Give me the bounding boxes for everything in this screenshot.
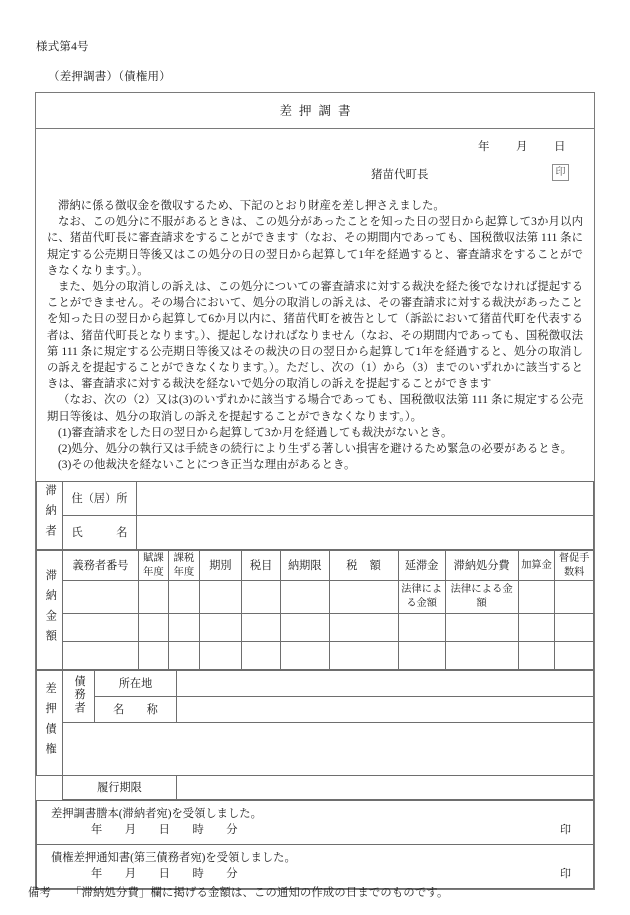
receipt-day-1: 日 — [158, 824, 171, 837]
cell-tax-year[interactable] — [169, 581, 199, 614]
receipt-month-1: 月 — [124, 824, 137, 837]
table-row — [37, 776, 594, 800]
cell-due-date[interactable] — [280, 614, 329, 642]
table-header-row — [37, 551, 594, 581]
footnote — [28, 884, 449, 900]
list-item-3: (3)その他裁決を経ないことにつき正当な理由があるとき。 — [58, 459, 356, 472]
cell-due-date[interactable] — [280, 581, 329, 614]
cell-levy-year[interactable] — [138, 581, 168, 614]
deadline-label: 履行期限 — [63, 776, 177, 800]
paragraph-1: 滞納に係る徴収金を徴収するため、下記のとおり財産を差し押さえました。 — [58, 200, 445, 212]
paragraph-4: （なお、次の（2）又は(3)のいずれかに該当する場合であっても、国税徴収法第 111 条に規定する公売期日等後は、処分の取消しの訴えを提起することができなくなります。）。 — [47, 394, 583, 423]
seal-icon: 印 — [552, 164, 569, 181]
debtor-name-value[interactable] — [177, 697, 594, 723]
cell-surcharge[interactable] — [518, 581, 555, 614]
list-item-2: (2)処分、処分の執行又は手続きの続行により生ずる著しい損害を避けるため緊急の必要があるとき。 — [58, 443, 573, 456]
receipt-day-2: 日 — [158, 868, 171, 881]
date-line — [36, 138, 594, 154]
list-item-1: (1)審査請求をした日の翌日から起算して3か月を経過しても裁決がないとき。 — [58, 426, 453, 439]
receipt-year-1: 年 — [91, 824, 103, 837]
claim-side-label — [37, 671, 63, 776]
receipt-seal-2: 印 — [560, 868, 571, 881]
cell-period[interactable] — [199, 614, 242, 642]
cell-disposal-cost[interactable] — [445, 614, 518, 642]
cell-demand-fee[interactable] — [555, 642, 594, 670]
cell-tax-item[interactable] — [242, 581, 281, 614]
cell-period[interactable] — [199, 581, 242, 614]
table-row — [37, 801, 594, 845]
amount-table — [36, 550, 594, 670]
cell-due-date[interactable] — [280, 642, 329, 670]
cell-tax-year[interactable] — [169, 642, 199, 670]
amount-side-label — [37, 551, 63, 670]
cell-tax-amount[interactable] — [329, 642, 398, 670]
debtor-name-label: 名 称 — [95, 697, 177, 723]
cell-levy-year[interactable] — [138, 642, 168, 670]
day-label: 日 — [554, 141, 566, 153]
header-arrears: 延滞金 — [398, 551, 445, 581]
body-text — [36, 188, 594, 481]
cell-tax-year[interactable] — [169, 614, 199, 642]
receipt-datetime-2[interactable] — [49, 866, 585, 882]
receipt-minute-1: 分 — [226, 824, 239, 837]
delinquent-side-label-text: 滞納者 — [44, 484, 57, 546]
claim-table — [36, 670, 594, 800]
header-tax-year: 課税年度 — [169, 551, 199, 581]
cell-demand-fee[interactable] — [555, 614, 594, 642]
debtor-address-value[interactable] — [177, 671, 594, 697]
cell-arrears[interactable] — [398, 614, 445, 642]
cell-disposal-cost[interactable] — [445, 642, 518, 670]
header-levy-year: 賦課年度 — [138, 551, 168, 581]
table-row — [37, 516, 594, 550]
cell-surcharge[interactable] — [518, 642, 555, 670]
deadline-spacer — [37, 776, 63, 800]
cell-tax-amount[interactable] — [329, 581, 398, 614]
header-period: 期別 — [199, 551, 242, 581]
receipt-hour-1: 時 — [192, 824, 205, 837]
footnote-text: 「滞納処分費」欄に掲げる金額は、この通知の作成の日までのものです。 — [70, 887, 449, 899]
cell-tax-item[interactable] — [242, 614, 281, 642]
issuer-name: 猪苗代町長 — [371, 169, 429, 181]
header-tax-item: 税目 — [242, 551, 281, 581]
table-row — [37, 642, 594, 670]
cell-period[interactable] — [199, 642, 242, 670]
cell-tax-item[interactable] — [242, 642, 281, 670]
header-obligor-no: 義務者番号 — [63, 551, 138, 581]
table-row — [37, 723, 594, 776]
receipt-datetime-1[interactable] — [49, 822, 585, 838]
year-label: 年 — [478, 141, 490, 153]
receipt-minute-2: 分 — [226, 868, 239, 881]
header-demand-fee: 督促手数料 — [555, 551, 594, 581]
debtor-label-text: 債務者 — [73, 674, 86, 715]
table-row — [37, 614, 594, 642]
cell-arrears[interactable]: 法律による金額 — [398, 581, 445, 614]
month-label: 月 — [516, 141, 528, 153]
cell-obligor-no[interactable] — [63, 581, 138, 614]
delinquent-table — [36, 481, 594, 550]
name-value[interactable] — [137, 516, 594, 550]
header-due-date: 納期限 — [280, 551, 329, 581]
date-header-block — [36, 129, 594, 188]
receipt-table — [36, 800, 594, 889]
issuer-line — [36, 166, 594, 186]
header-disposal-cost: 滞納処分費 — [445, 551, 518, 581]
footnote-label: 備考 — [28, 887, 51, 899]
address-value[interactable] — [137, 482, 594, 516]
cell-arrears[interactable] — [398, 642, 445, 670]
claim-detail-value[interactable] — [63, 723, 594, 776]
header-tax-amount: 税 額 — [329, 551, 398, 581]
table-row — [37, 581, 594, 614]
delinquent-side-label — [37, 482, 63, 550]
header-surcharge: 加算金 — [518, 551, 555, 581]
receipt-hour-2: 時 — [192, 868, 205, 881]
debtor-address-label: 所在地 — [95, 671, 177, 697]
amount-side-label-text: 滞納金額 — [44, 568, 57, 650]
receipt-year-2: 年 — [91, 868, 103, 881]
table-row — [37, 671, 594, 697]
cell-obligor-no[interactable] — [63, 642, 138, 670]
cell-levy-year[interactable] — [138, 614, 168, 642]
form-number: 様式第4号 — [36, 41, 89, 53]
table-row — [37, 482, 594, 516]
claim-side-label-text: 差押債権 — [44, 681, 57, 763]
debtor-label — [63, 671, 95, 723]
document-title: 差押調書 — [36, 93, 594, 129]
paragraph-2: なお、この処分に不服があるときは、この処分があったことを知った日の翌日から起算して3か月以内に、猪苗代町長に審査請求をすることができます（なお、その期間内であっても、国税徴収法第 111 条に規定する公売期日等後又はこの処分の日の翌日から起算して1年を経過すると、審査請求をすることができなくなります。）。 — [47, 216, 583, 277]
name-label: 氏 名 — [63, 516, 137, 550]
table-row — [37, 845, 594, 889]
receipt-month-2: 月 — [124, 868, 137, 881]
cell-demand-fee[interactable] — [555, 581, 594, 614]
receipt-text-1: 差押調書謄本(滞納者宛)を受領しました。 — [51, 808, 262, 821]
table-row — [37, 697, 594, 723]
cell-tax-amount[interactable] — [329, 614, 398, 642]
document-frame — [35, 92, 595, 890]
cell-obligor-no[interactable] — [63, 614, 138, 642]
deadline-value[interactable] — [177, 776, 594, 800]
form-subtitle: （差押調書）（債権用） — [48, 71, 171, 83]
receipt-text-2: 債権差押通知書(第三債務者宛)を受領しました。 — [51, 852, 296, 865]
receipt-block-2 — [37, 845, 593, 888]
paragraph-3: また、処分の取消しの訴えは、この処分についての審査請求に対する裁決を経た後でなければ提起することができません。その場合において、処分の取消しの訴えは、その審査請求に対する裁決があったことを知った日の翌日から起算して6か月以内に、猪苗代町を被告として（訴訟において猪苗代町を代表する者は、猪苗代町長となります。）、提起しなければなりません（なお、その期間内であっても、国税徴収法第 111 条に規定する公売期日等後又はその裁決の日の翌日から起算して1年を経過すると、処分の取消しの訴えを提起することができなくなります。）。ただし、次の（1）から（3）までのいずれかに該当するときは、審査請求に対する裁決を経ないで処分の取消しの訴えを提起することができます — [47, 281, 583, 391]
cell-disposal-cost[interactable]: 法律による金額 — [445, 581, 518, 614]
cell-surcharge[interactable] — [518, 614, 555, 642]
address-label: 住（居）所 — [63, 482, 137, 516]
receipt-block-1 — [37, 801, 593, 844]
receipt-seal-1: 印 — [560, 824, 571, 837]
